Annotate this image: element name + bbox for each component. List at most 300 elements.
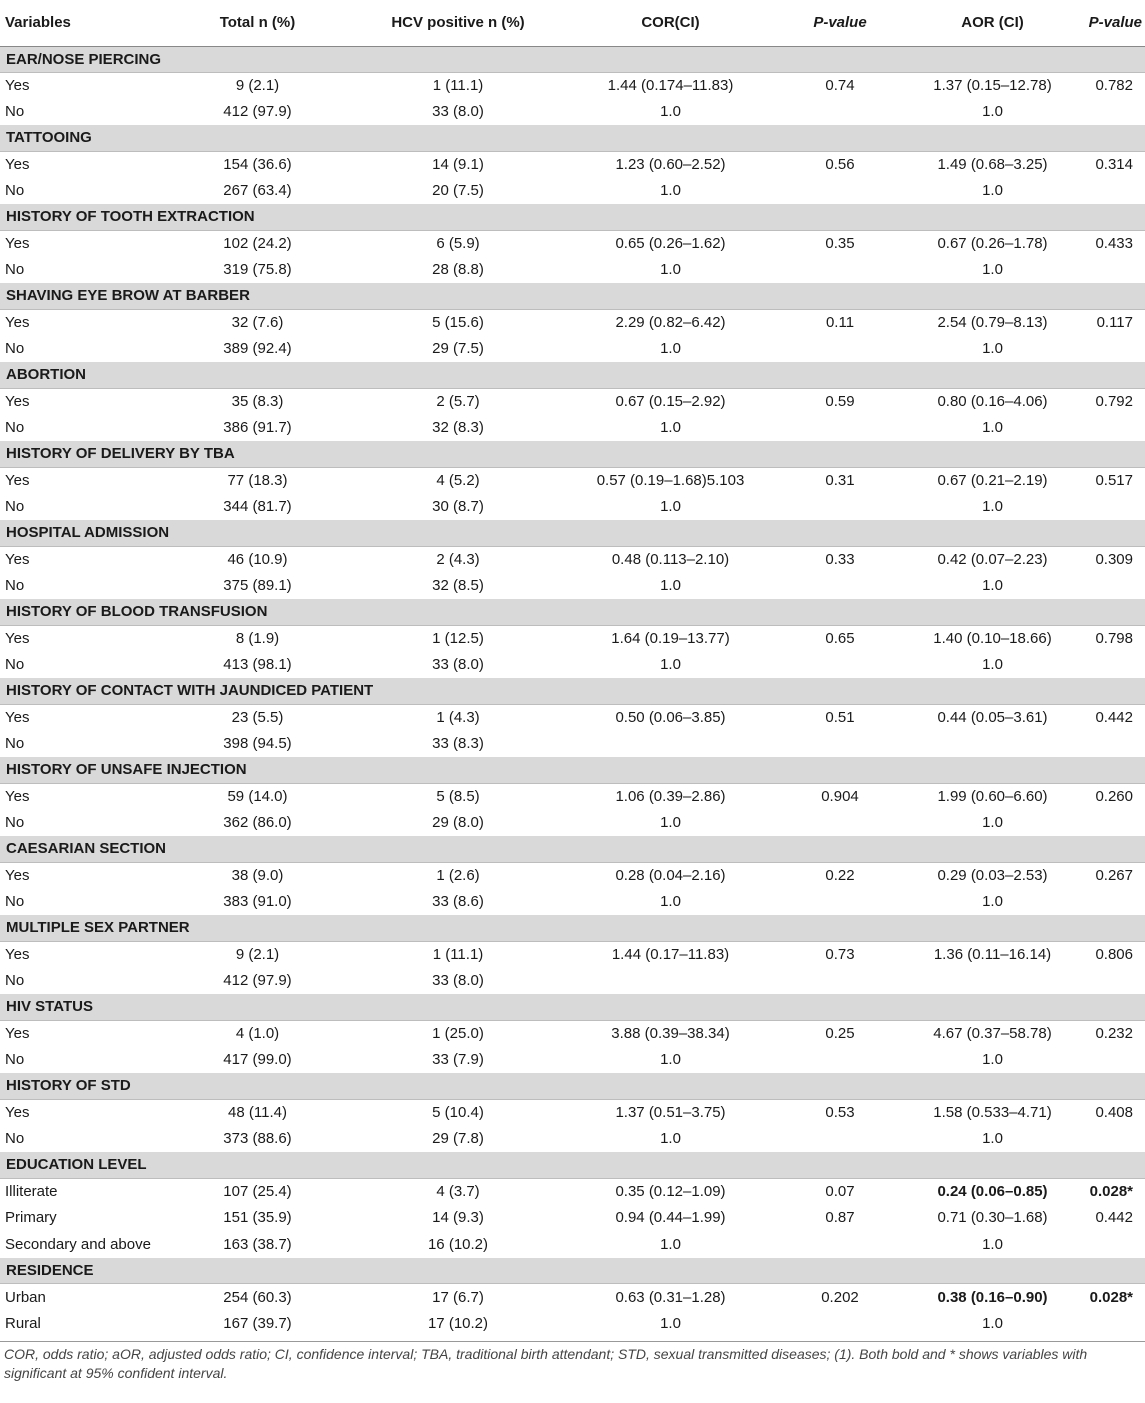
cell-p-value-1: [780, 652, 900, 679]
cell-cor: 1.0: [660, 893, 681, 911]
row-label: No: [5, 814, 25, 832]
table-row: [0, 1047, 1145, 1074]
table-row: [0, 546, 1145, 573]
row-label: No: [5, 577, 25, 595]
cell-p-value-1: 0.56: [825, 156, 855, 173]
row-label: Secondary and above: [5, 1235, 151, 1253]
cell-cor: 3.88 (0.39–38.34): [611, 1025, 730, 1042]
cell-cor: 0.50 (0.06–3.85): [615, 709, 726, 726]
section-title: HISTORY OF STD: [0, 1073, 1145, 1099]
cell-total: 102 (24.2): [223, 235, 292, 252]
row-label: Rural: [5, 1314, 41, 1332]
cell-p-value-2: [1085, 573, 1145, 600]
cell-aor: 1.0: [982, 1235, 1003, 1253]
cell-p-value-1: 0.35: [825, 235, 855, 252]
cell-p-value-2: [1085, 652, 1145, 679]
cell-total: 383 (91.0): [223, 893, 292, 911]
section-title: HISTORY OF TOOTH EXTRACTION: [0, 204, 1145, 230]
cell-cor: 1.44 (0.174–11.83): [607, 77, 734, 94]
cell-p-value-2: 0.314: [1095, 156, 1133, 173]
cell-total: 375 (89.1): [223, 577, 292, 595]
table-row: [0, 1205, 1145, 1232]
cell-hcv-positive: 5 (10.4): [432, 1104, 484, 1121]
table-row: [0, 494, 1145, 521]
cell-cor: 1.06 (0.39–2.86): [615, 788, 726, 805]
cell-aor: 0.38 (0.16–0.90): [937, 1288, 1048, 1306]
cell-p-value-2: 0.117: [1096, 314, 1133, 331]
table-row: [0, 1178, 1145, 1205]
cell-total: 151 (35.9): [223, 1209, 292, 1227]
cell-hcv-positive: 5 (8.5): [436, 788, 480, 805]
cell-p-value-2: 0.442: [1095, 709, 1133, 726]
row-label: No: [5, 498, 25, 516]
cell-hcv-positive: 1 (25.0): [432, 1025, 484, 1042]
cell-cor: 1.0: [660, 1130, 681, 1148]
row-label: No: [5, 103, 25, 121]
cell-p-value-1: [780, 494, 900, 521]
cell-cor: 1.0: [660, 577, 681, 595]
cell-p-value-2: [1085, 731, 1145, 758]
section-title: HISTORY OF DELIVERY BY TBA: [0, 441, 1145, 467]
table-bottom-rule-cell: [0, 1337, 1145, 1342]
cell-p-value-2: 0.028*: [1089, 1288, 1133, 1306]
table-row: [0, 230, 1145, 257]
cell-cor: 0.67 (0.15–2.92): [615, 393, 726, 410]
row-label: Illiterate: [5, 1183, 58, 1200]
table-row: [0, 573, 1145, 600]
section-title: TATTOOING: [0, 125, 1145, 151]
cell-p-value-1: [780, 1126, 900, 1153]
cell-p-value-1: [780, 415, 900, 442]
cell-total: 163 (38.7): [223, 1235, 292, 1253]
cell-total: 46 (10.9): [227, 551, 288, 568]
row-label: Yes: [5, 393, 30, 410]
cell-aor: 1.0: [982, 419, 1003, 437]
section-header-row: [0, 836, 1145, 862]
section-header-row: [0, 125, 1145, 151]
section-title: SHAVING EYE BROW AT BARBER: [0, 283, 1145, 309]
section-header-row: [0, 441, 1145, 467]
cell-hcv-positive: 6 (5.9): [436, 235, 480, 252]
cell-p-value-1: [780, 336, 900, 363]
cell-aor: [900, 968, 1085, 995]
row-label: Primary: [5, 1209, 57, 1227]
table-footnote: COR, odds ratio; aOR, adjusted odds ratio; CI, confidence interval; TBA, traditional birth attendant; STD, sexual transmitted diseases; (1). Both bold and * shows variables with significant at 95% confident interval.: [4, 1345, 1088, 1381]
cell-hcv-positive: 14 (9.1): [432, 156, 484, 173]
row-label: Yes: [5, 551, 30, 568]
header-p-value-2: [1085, 0, 1145, 46]
header-hcv-positive: HCV positive n (%): [355, 0, 561, 46]
section-header-row: [0, 1152, 1145, 1178]
row-label: Yes: [5, 946, 30, 963]
row-label: Yes: [5, 630, 30, 647]
cell-aor: 1.37 (0.15–12.78): [933, 77, 1052, 94]
section-title: HISTORY OF BLOOD TRANSFUSION: [0, 599, 1145, 625]
cell-aor: 1.0: [982, 498, 1003, 516]
table-row: [0, 731, 1145, 758]
cell-cor: 1.64 (0.19–13.77): [611, 630, 730, 647]
table-row: [0, 415, 1145, 442]
table-row: [0, 704, 1145, 731]
cell-total: 412 (97.9): [223, 972, 292, 990]
cell-p-value-1: 0.74: [825, 77, 855, 94]
cell-aor: 1.0: [982, 1051, 1003, 1069]
cell-p-value-1: [780, 1231, 900, 1258]
cell-cor: 1.0: [660, 103, 681, 121]
cell-cor: 1.0: [660, 261, 681, 279]
cell-hcv-positive: 33 (8.6): [432, 893, 484, 911]
header-total: Total n (%): [160, 0, 355, 46]
cell-cor: 0.63 (0.31–1.28): [615, 1288, 726, 1306]
cell-hcv-positive: 16 (10.2): [427, 1235, 489, 1253]
section-header-row: [0, 599, 1145, 625]
cell-p-value-1: 0.904: [821, 788, 859, 805]
cell-p-value-1: [780, 810, 900, 837]
table-row: [0, 862, 1145, 889]
row-label: No: [5, 340, 25, 358]
cell-p-value-2: 0.517: [1095, 472, 1133, 489]
cell-total: 417 (99.0): [223, 1051, 292, 1069]
cell-cor: 1.44 (0.17–11.83): [611, 946, 730, 963]
section-title: HISTORY OF CONTACT WITH JAUNDICED PATIENT: [0, 678, 1145, 704]
cell-total: 319 (75.8): [223, 261, 292, 279]
table-bottom-rule: [0, 1337, 1145, 1342]
cell-cor: 1.23 (0.60–2.52): [615, 156, 726, 173]
table-row: [0, 810, 1145, 837]
row-label: Yes: [5, 156, 30, 173]
cell-total: 48 (11.4): [228, 1104, 287, 1121]
cell-p-value-2: [1085, 1126, 1145, 1153]
cell-aor: 1.0: [982, 103, 1003, 121]
cell-hcv-positive: 33 (8.0): [432, 656, 484, 674]
cell-p-value-1: 0.65: [825, 630, 855, 647]
cell-total: 389 (92.4): [223, 340, 292, 358]
cell-p-value-2: 0.408: [1095, 1104, 1133, 1121]
cell-total: 77 (18.3): [227, 472, 288, 489]
cell-hcv-positive: 1 (2.6): [436, 867, 480, 884]
cell-p-value-1: [780, 573, 900, 600]
cell-p-value-2: 0.260: [1095, 788, 1133, 805]
cell-p-value-1: 0.07: [825, 1183, 855, 1200]
table-row: [0, 72, 1145, 99]
cell-hcv-positive: 17 (6.7): [432, 1288, 484, 1306]
cell-total: 344 (81.7): [223, 498, 292, 516]
row-label: Yes: [5, 472, 30, 489]
cell-cor: 2.29 (0.82–6.42): [615, 314, 726, 331]
row-label: Yes: [5, 709, 30, 726]
cell-p-value-2: [1085, 336, 1145, 363]
cell-total: 386 (91.7): [223, 419, 292, 437]
cell-aor: 1.0: [982, 577, 1003, 595]
cell-total: 254 (60.3): [223, 1288, 292, 1306]
row-label: No: [5, 1051, 25, 1069]
cell-p-value-2: 0.782: [1095, 77, 1133, 94]
cell-aor: 0.67 (0.21–2.19): [937, 472, 1048, 489]
cell-total: 413 (98.1): [223, 656, 292, 674]
cell-cor: 1.0: [660, 498, 681, 516]
cell-aor: 1.0: [982, 340, 1003, 358]
cell-hcv-positive: 14 (9.3): [432, 1209, 484, 1227]
cell-hcv-positive: 29 (7.5): [432, 340, 484, 358]
cell-p-value-1: 0.73: [825, 946, 855, 963]
cell-aor: 1.0: [982, 182, 1003, 200]
cell-total: 9 (2.1): [235, 77, 280, 94]
cell-p-value-2: 0.309: [1095, 551, 1133, 568]
table-row: [0, 889, 1145, 916]
cell-p-value-1: 0.202: [821, 1288, 859, 1306]
section-header-row: [0, 520, 1145, 546]
row-label: Yes: [5, 867, 30, 884]
cell-p-value-2: 0.792: [1095, 393, 1133, 410]
cell-p-value-2: [1085, 968, 1145, 995]
cell-aor: 2.54 (0.79–8.13): [937, 314, 1048, 331]
cell-p-value-1: [780, 178, 900, 205]
cell-total: 23 (5.5): [231, 709, 284, 726]
table-row: [0, 1020, 1145, 1047]
cell-p-value-2: [1085, 178, 1145, 205]
cell-p-value-1: 0.87: [825, 1209, 855, 1227]
row-label: No: [5, 735, 25, 753]
cell-total: 167 (39.7): [223, 1314, 292, 1332]
table-row: [0, 625, 1145, 652]
cell-aor: 0.67 (0.26–1.78): [937, 235, 1048, 252]
row-label: No: [5, 182, 25, 200]
row-label: Yes: [5, 235, 30, 252]
cell-total: 9 (2.1): [235, 946, 280, 963]
cell-total: 398 (94.5): [223, 735, 292, 753]
table-header: [0, 0, 1145, 46]
row-label: No: [5, 893, 25, 911]
cell-hcv-positive: 20 (7.5): [432, 182, 484, 200]
cell-total: 35 (8.3): [231, 393, 284, 410]
cell-aor: 1.0: [982, 1130, 1003, 1148]
cell-hcv-positive: 32 (8.5): [432, 577, 484, 595]
table-row: [0, 1126, 1145, 1153]
row-label: Yes: [5, 788, 30, 805]
cell-total: 38 (9.0): [231, 867, 284, 884]
cell-p-value-2: [1085, 494, 1145, 521]
cell-p-value-1: [780, 1047, 900, 1074]
cell-cor: [561, 968, 780, 995]
table-row: [0, 388, 1145, 415]
cell-hcv-positive: 1 (12.5): [432, 630, 484, 647]
cell-p-value-2: [1085, 1047, 1145, 1074]
cell-cor: 0.65 (0.26–1.62): [615, 235, 726, 252]
cell-hcv-positive: 1 (4.3): [436, 709, 480, 726]
cell-cor: 1.0: [660, 656, 681, 674]
cell-aor: 1.0: [982, 814, 1003, 832]
cell-p-value-2: 0.806: [1095, 946, 1133, 963]
table-row: [0, 968, 1145, 995]
section-header-row: [0, 915, 1145, 941]
cell-p-value-1: [780, 889, 900, 916]
table-row: [0, 467, 1145, 494]
row-label: Yes: [5, 77, 30, 94]
row-label: Yes: [5, 314, 30, 331]
cell-cor: 1.0: [660, 1051, 681, 1069]
section-header-row: [0, 678, 1145, 704]
cell-p-value-1: [780, 1310, 900, 1337]
row-label: No: [5, 1130, 25, 1148]
cell-hcv-positive: 4 (5.2): [436, 472, 480, 489]
cell-hcv-positive: 33 (8.3): [432, 735, 484, 753]
cell-cor: 1.0: [660, 1314, 681, 1332]
cell-p-value-1: 0.11: [825, 314, 855, 331]
row-label: Yes: [5, 1025, 30, 1042]
cell-p-value-2: 0.798: [1095, 630, 1133, 647]
cell-hcv-positive: 4 (3.7): [436, 1183, 480, 1200]
section-header-row: [0, 757, 1145, 783]
cell-cor: 1.0: [660, 340, 681, 358]
cell-p-value-1: [780, 968, 900, 995]
cell-aor: 1.36 (0.11–16.14): [933, 946, 1052, 963]
table-row: [0, 1231, 1145, 1258]
cell-p-value-2: 0.232: [1095, 1025, 1133, 1042]
cell-p-value-1: 0.22: [825, 867, 855, 884]
cell-total: 373 (88.6): [223, 1130, 292, 1148]
cell-cor: 1.0: [660, 182, 681, 200]
cell-cor: 0.28 (0.04–2.16): [615, 867, 726, 884]
cell-total: 8 (1.9): [235, 630, 280, 647]
cell-total: 107 (25.4): [223, 1183, 292, 1200]
cell-p-value-2: 0.433: [1095, 235, 1133, 252]
header-cor: COR(CI): [561, 0, 780, 46]
table-row: [0, 783, 1145, 810]
row-label: No: [5, 419, 25, 437]
table-row: [0, 1310, 1145, 1337]
cell-p-value-2: [1085, 415, 1145, 442]
cell-p-value-1: 0.33: [825, 551, 855, 568]
cell-p-value-1: 0.59: [825, 393, 855, 410]
cell-hcv-positive: 1 (11.1): [432, 77, 484, 94]
cell-cor: 1.0: [660, 1235, 681, 1253]
cell-p-value-2: [1085, 1231, 1145, 1258]
cell-p-value-2: [1085, 257, 1145, 284]
cell-cor: [561, 731, 780, 758]
cell-p-value-2: 0.442: [1095, 1209, 1133, 1227]
cell-hcv-positive: 2 (4.3): [436, 551, 480, 568]
cell-aor: 1.99 (0.60–6.60): [937, 788, 1048, 805]
cell-hcv-positive: 33 (8.0): [432, 972, 484, 990]
section-title: ABORTION: [0, 362, 1145, 388]
cell-cor: 0.35 (0.12–1.09): [615, 1183, 726, 1200]
cell-total: 154 (36.6): [223, 156, 292, 173]
cell-aor: 0.71 (0.30–1.68): [937, 1209, 1048, 1227]
cell-p-value-2: [1085, 889, 1145, 916]
cell-p-value-1: [780, 99, 900, 126]
cell-p-value-1: 0.51: [825, 709, 855, 726]
table-row: [0, 99, 1145, 126]
cell-cor: 1.0: [660, 419, 681, 437]
cell-p-value-1: [780, 257, 900, 284]
section-title: CAESARIAN SECTION: [0, 836, 1145, 862]
section-header-row: [0, 994, 1145, 1020]
cell-aor: 1.49 (0.68–3.25): [937, 156, 1048, 173]
section-header-row: [0, 283, 1145, 309]
row-label: No: [5, 972, 25, 990]
cell-hcv-positive: 29 (7.8): [432, 1130, 484, 1148]
cell-cor: 0.94 (0.44–1.99): [615, 1209, 726, 1227]
cell-hcv-positive: 5 (15.6): [432, 314, 484, 331]
cell-hcv-positive: 17 (10.2): [427, 1314, 489, 1332]
cell-p-value-2: [1085, 810, 1145, 837]
table-row: [0, 257, 1145, 284]
cell-total: 412 (97.9): [223, 103, 292, 121]
cell-total: 362 (86.0): [223, 814, 292, 832]
cell-p-value-1: 0.53: [825, 1104, 855, 1121]
table-row: [0, 1284, 1145, 1311]
table-row: [0, 151, 1145, 178]
cell-aor: 0.42 (0.07–2.23): [937, 551, 1048, 568]
cell-cor: 1.37 (0.51–3.75): [615, 1104, 726, 1121]
section-title: HIV STATUS: [0, 994, 1145, 1020]
cell-p-value-2: 0.028*: [1089, 1183, 1133, 1200]
cell-p-value-2: 0.267: [1095, 867, 1133, 884]
cell-aor: 4.67 (0.37–58.78): [933, 1025, 1052, 1042]
section-header-row: [0, 46, 1145, 72]
section-title: HOSPITAL ADMISSION: [0, 520, 1145, 546]
cell-p-value-2: [1085, 1310, 1145, 1337]
cell-aor: 1.0: [982, 893, 1003, 911]
table-row: [0, 941, 1145, 968]
cell-cor: 0.57 (0.19–1.68)5.103: [596, 472, 745, 489]
row-label: No: [5, 656, 25, 674]
section-header-row: [0, 362, 1145, 388]
cell-aor: 1.0: [982, 1314, 1003, 1332]
cell-cor: 0.48 (0.113–2.10): [611, 551, 730, 568]
section-title: MULTIPLE SEX PARTNER: [0, 915, 1145, 941]
section-header-row: [0, 1073, 1145, 1099]
section-title: EDUCATION LEVEL: [0, 1152, 1145, 1178]
section-title: RESIDENCE: [0, 1258, 1145, 1284]
header-p-value-2-text: P-value: [1088, 14, 1142, 31]
cell-hcv-positive: 28 (8.8): [432, 261, 484, 279]
section-title: EAR/NOSE PIERCING: [0, 46, 1145, 72]
header-aor: AOR (CI): [900, 0, 1085, 46]
table-row: [0, 652, 1145, 679]
cell-p-value-1: [780, 731, 900, 758]
table-row: [0, 336, 1145, 363]
cell-hcv-positive: 29 (8.0): [432, 814, 484, 832]
section-header-row: [0, 204, 1145, 230]
cell-aor: 0.80 (0.16–4.06): [937, 393, 1048, 410]
cell-hcv-positive: 2 (5.7): [436, 393, 480, 410]
cell-cor: 1.0: [660, 814, 681, 832]
cell-hcv-positive: 1 (11.1): [432, 946, 484, 963]
cell-aor: 1.58 (0.533–4.71): [933, 1104, 1052, 1121]
cell-total: 267 (63.4): [223, 182, 292, 200]
cell-aor: [900, 731, 1085, 758]
cell-p-value-1: 0.25: [825, 1025, 855, 1042]
header-p-value-1: [780, 0, 900, 46]
cell-hcv-positive: 33 (7.9): [432, 1051, 484, 1069]
cell-hcv-positive: 32 (8.3): [432, 419, 484, 437]
cell-aor: 1.40 (0.10–18.66): [933, 630, 1052, 647]
header-p-value-1-text: P-value: [813, 14, 867, 31]
cell-aor: 1.0: [982, 656, 1003, 674]
cell-hcv-positive: 33 (8.0): [432, 103, 484, 121]
cell-aor: 1.0: [982, 261, 1003, 279]
cell-total: 32 (7.6): [231, 314, 284, 331]
table-row: [0, 1099, 1145, 1126]
cell-aor: 0.44 (0.05–3.61): [937, 709, 1048, 726]
cell-hcv-positive: 30 (8.7): [432, 498, 484, 516]
cell-p-value-2: [1085, 99, 1145, 126]
row-label: Yes: [5, 1104, 30, 1121]
cell-p-value-1: 0.31: [825, 472, 855, 489]
table-body: [0, 46, 1145, 1341]
cell-total: 59 (14.0): [227, 788, 288, 805]
